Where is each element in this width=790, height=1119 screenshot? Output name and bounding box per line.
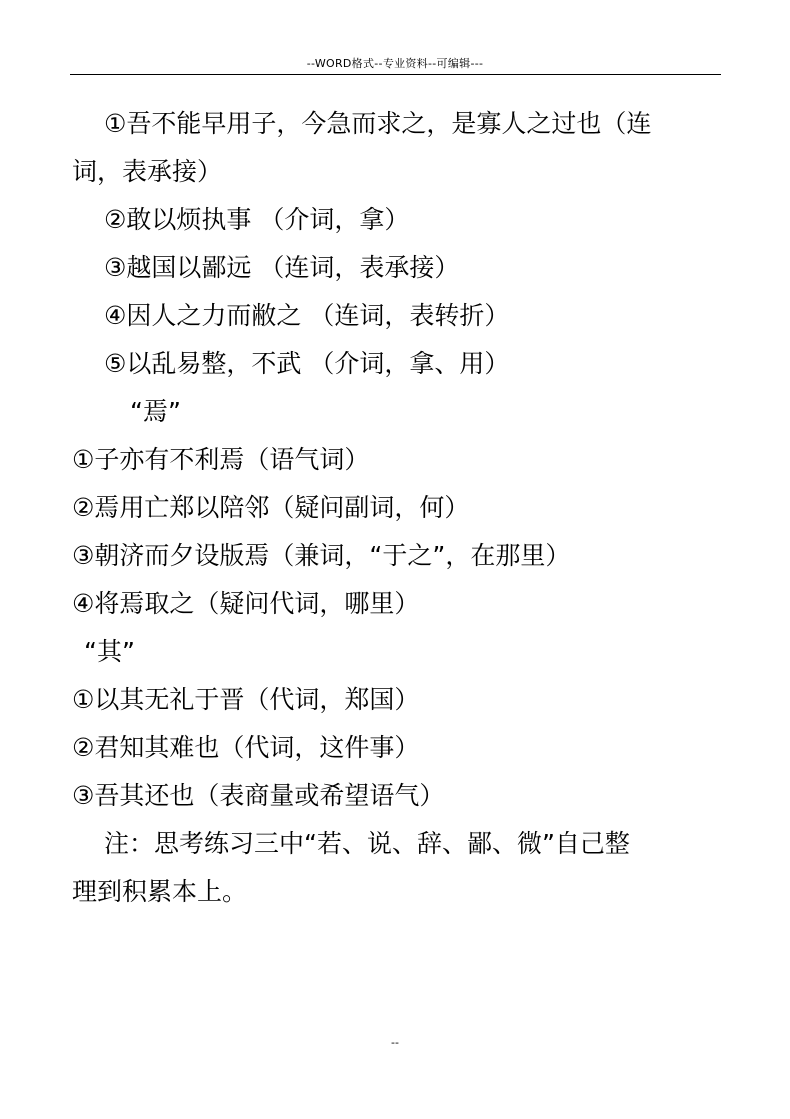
section-heading: “焉”: [130, 397, 181, 426]
page-footer: --: [391, 1036, 399, 1049]
text-line: ②焉用亡郑以陪邻（疑问副词，何）: [72, 493, 470, 522]
text-line: ①吾不能早用子，今急而求之，是寡人之过也（连: [104, 109, 652, 138]
header-divider: [70, 74, 721, 75]
text-line: ④因人之力而敝之 （连词，表转折）: [104, 301, 510, 330]
text-line: ③越国以鄙远 （连词，表承接）: [104, 253, 460, 282]
text-line: ④将焉取之（疑问代词，哪里）: [72, 589, 420, 618]
page-header: --WORD格式--专业资料--可编辑---: [306, 57, 484, 70]
text-line: ①子亦有不利焉（语气词）: [72, 445, 370, 474]
text-line: ②君知其难也（代词，这件事）: [72, 733, 420, 762]
text-line: ①以其无礼于晋（代词，郑国）: [72, 685, 420, 714]
section-heading: “其”: [84, 637, 135, 666]
note-line: 理到积累本上。: [72, 877, 248, 906]
text-line: ②敢以烦执事 （介词，拿）: [104, 205, 410, 234]
text-line: ③朝济而夕设版焉（兼词，“于之”，在那里）: [72, 541, 571, 570]
text-line: 词，表承接）: [72, 157, 223, 186]
document-body: [72, 100, 722, 916]
note-line: 注：思考练习三中“若、说、辞、鄙、微”自己整: [104, 829, 630, 858]
text-line: ③吾其还也（表商量或希望语气）: [72, 781, 445, 810]
text-line: ⑤以乱易整，不武 （介词，拿、用）: [104, 349, 510, 378]
